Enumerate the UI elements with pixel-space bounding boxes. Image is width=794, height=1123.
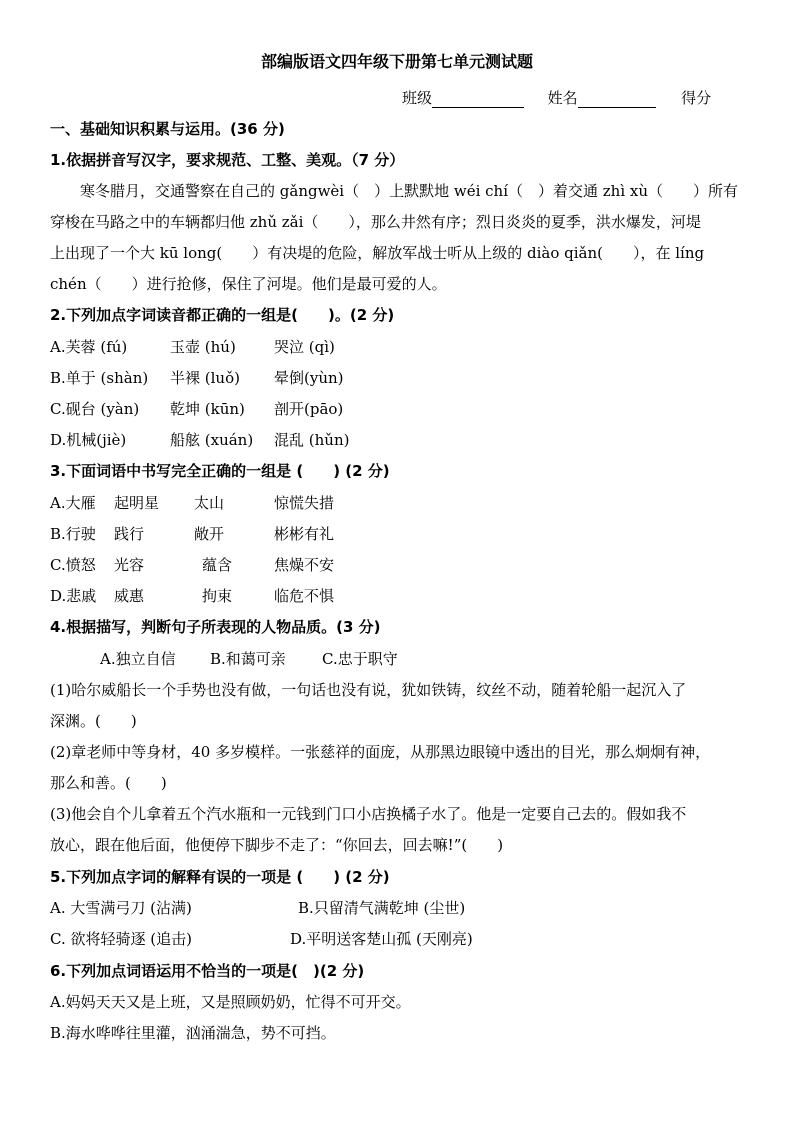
q6-title: 6.下列加点词语运用不恰当的一项是( )(2 分) — [50, 962, 365, 980]
q4-item-3-cont: 放心，跟在他后面，他便停下脚步不走了：“你回去，回去嘛!”( ) — [50, 836, 504, 854]
q2-title: 2.下列加点字词读音都正确的一组是( )。(2 分) — [50, 306, 395, 324]
q3-d-2: 威惠 — [114, 587, 145, 605]
q3-title: 3.下面词语中书写完全正确的一组是 ( ) (2 分) — [50, 462, 390, 480]
q5-title: 5.下列加点字词的解释有误的一项是 ( ) (2 分) — [50, 868, 390, 886]
q2-c-2: 乾坤 (kūn) — [170, 400, 245, 418]
q3-c-4: 焦燥不安 — [274, 556, 335, 574]
q4-item-2-cont: 那么和善。( ) — [50, 774, 167, 792]
q2-c-1: C.砚台 (yàn) — [50, 400, 140, 418]
q4-choice-a: A.独立自信 — [100, 650, 176, 668]
q2-a-1: A.芙蓉 (fú) — [50, 338, 128, 356]
q6-option-b: B.海水哗哗往里灌，汹涌湍急，势不可挡。 — [50, 1024, 336, 1042]
q2-b-1: B.单于 (shàn) — [50, 369, 149, 387]
header-fields — [402, 88, 711, 108]
q3-a-2: 起明星 — [114, 494, 160, 512]
q3-d-3: 拘束 — [202, 587, 233, 605]
q3-d-1: D.悲戚 — [50, 587, 97, 605]
q3-c-2: 光容 — [114, 556, 145, 574]
q5-option-a: A. 大雪满弓刀 (沾满) — [50, 899, 192, 917]
q4-item-3: (3)他会自个儿拿着五个汽水瓶和一元钱到门口小店换橘子水了。他是一定要自己去的。假如我不 — [50, 805, 687, 823]
q3-b-2: 践行 — [114, 525, 145, 543]
q2-d-3: 混乱 (hǔn) — [274, 431, 350, 449]
q1-line: 寒冬腊月，交通警察在自己的 gǎngwèi（ ）上默默地 wéi chí（ ）着交通 zhì xù（ ）所有 — [80, 182, 739, 200]
q6-option-a: A.妈妈天天又是上班，又是照顾奶奶，忙得不可开交。 — [50, 993, 411, 1011]
q5-option-d: D.平明送客楚山孤 (天刚亮) — [290, 930, 473, 948]
name-blank[interactable] — [578, 91, 656, 108]
q4-choice-c: C.忠于职守 — [322, 650, 398, 668]
q2-d-2: 船舷 (xuán) — [170, 431, 254, 449]
page-title: 部编版语文四年级下册第七单元测试题 — [260, 52, 533, 71]
q2-a-2: 玉壶 (hú) — [170, 338, 236, 356]
q1-line: 上出现了一个大 kū long( ）有决堤的危险，解放军战士听从上级的 diào qiǎn( ），在 líng — [50, 244, 705, 262]
score-label: 得分 — [681, 89, 712, 107]
q5-option-c: C. 欲将轻骑逐 (追击) — [50, 930, 192, 948]
q1-line: 穿梭在马路之中的车辆都归他 zhǔ zǎi（ ），那么井然有序；烈日炎炎的夏季，洪水爆发，河堤 — [50, 213, 701, 231]
q4-item-1: (1)哈尔威船长一个手势也没有做，一句话也没有说，犹如铁铸，纹丝不动，随着轮船一起沉入了 — [50, 681, 687, 699]
q4-item-2: (2)章老师中等身材，40 多岁模样。一张慈祥的面庞，从那黑边眼镜中透出的目光，那么炯炯有神， — [50, 743, 711, 761]
q2-b-2: 半裸 (luǒ) — [170, 369, 240, 387]
q2-d-1: D.机械(jiè) — [50, 431, 127, 449]
q3-a-1: A.大雁 — [50, 494, 96, 512]
q2-b-3: 晕倒(yùn) — [274, 369, 344, 387]
q4-item-1-cont: 深渊。( ) — [50, 712, 137, 730]
class-blank[interactable] — [432, 91, 524, 108]
q3-c-3: 蕴含 — [202, 556, 233, 574]
q4-title: 4.根据描写，判断句子所表现的人物品质。(3 分) — [50, 618, 381, 636]
class-label: 班级 — [402, 89, 433, 107]
q3-a-3: 太山 — [194, 494, 225, 512]
q1-title: 1.依据拼音写汉字，要求规范、工整、美观。（7 分） — [50, 151, 405, 169]
q2-c-3: 剖开(pāo) — [274, 400, 344, 418]
q3-b-3: 敞开 — [194, 525, 225, 543]
q2-a-3: 哭泣 (qì) — [274, 338, 335, 356]
q3-a-4: 惊慌失措 — [274, 494, 335, 512]
q3-c-1: C.愤怒 — [50, 556, 96, 574]
q4-choice-b: B.和蔼可亲 — [210, 650, 286, 668]
q3-b-4: 彬彬有礼 — [274, 525, 335, 543]
name-label: 姓名 — [547, 89, 578, 107]
q5-option-b: B.只留清气满乾坤 (尘世) — [298, 899, 466, 917]
q1-line: chén（ ）进行抢修，保住了河堤。他们是最可爱的人。 — [50, 275, 447, 293]
q3-d-4: 临危不惧 — [274, 587, 335, 605]
section-heading: 一、基础知识积累与运用。(36 分) — [50, 120, 285, 138]
q3-b-1: B.行驶 — [50, 525, 96, 543]
